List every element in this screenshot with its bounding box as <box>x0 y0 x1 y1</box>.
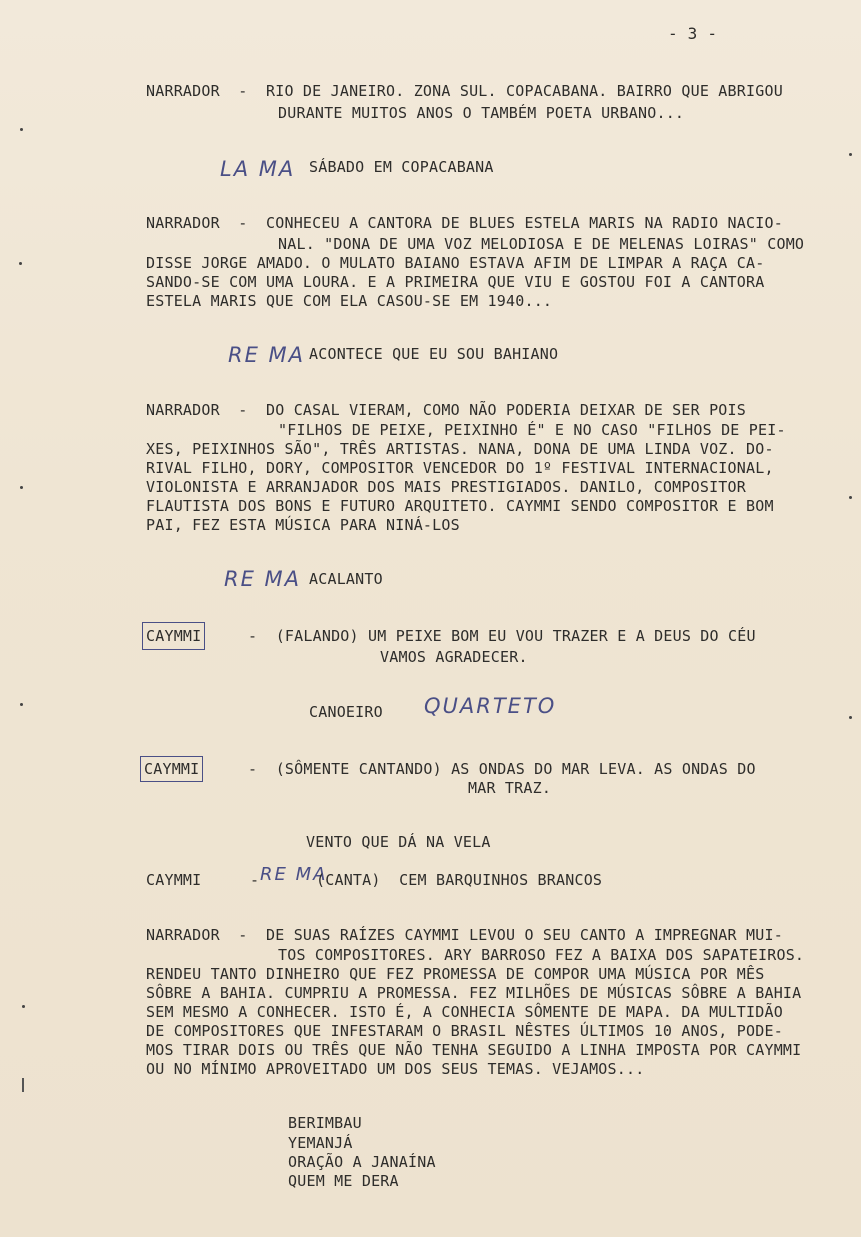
song-list-item: QUEM ME DERA <box>288 1172 399 1190</box>
text-line: FLAUTISTA DOS BONS E FUTURO ARQUITETO. CAYMMI SENDO COMPOSITOR E BOM <box>146 497 774 515</box>
text-line: DISSE JORGE AMADO. O MULATO BAIANO ESTAVA AFIM DE LIMPAR A RAÇA CA- <box>146 254 765 272</box>
text-line: NARRADOR - RIO DE JANEIRO. ZONA SUL. COPACABANA. BAIRRO QUE ABRIGOU <box>146 82 783 100</box>
text-line: NARRADOR - DO CASAL VIERAM, COMO NÃO PODERIA DEIXAR DE SER POIS <box>146 401 746 419</box>
margin-dot <box>19 262 22 265</box>
song-title: ACALANTO <box>309 570 383 588</box>
song-title: VENTO QUE DÁ NA VELA <box>306 833 491 851</box>
speaker-caymmi: CAYMMI <box>140 756 203 782</box>
margin-mark <box>22 1078 24 1092</box>
text-line: VIOLONISTA E ARRANJADOR DOS MAIS PRESTIGIADOS. DANILO, COMPOSITOR <box>146 478 746 496</box>
text-line: PAI, FEZ ESTA MÚSICA PARA NINÁ-LOS <box>146 516 460 534</box>
text-line: SANDO-SE COM UMA LOURA. E A PRIMEIRA QUE VIU E GOSTOU FOI A CANTORA <box>146 273 765 291</box>
text-line: NARRADOR - CONHECEU A CANTORA DE BLUES ESTELA MARIS NA RADIO NACIO- <box>146 214 783 232</box>
text-line: VAMOS AGRADECER. <box>380 648 528 666</box>
text-line: SEM MESMO A CONHECER. ISTO É, A CONHECIA SÔMENTE DE MAPA. DA MULTIDÃO <box>146 1003 783 1021</box>
song-title: (CANTA) CEM BARQUINHOS BRANCOS <box>316 871 603 889</box>
handwritten-note: RE MA <box>228 343 306 367</box>
speaker-caymmi: CAYMMI <box>142 622 205 650</box>
text-line: MOS TIRAR DOIS OU TRÊS QUE NÃO TENHA SEGUIDO A LINHA IMPOSTA POR CAYMMI <box>146 1041 802 1059</box>
text-line: ESTELA MARIS QUE COM ELA CASOU-SE EM 1940... <box>146 292 553 310</box>
text-line: - (FALANDO) UM PEIXE BOM EU VOU TRAZER E A DEUS DO CÉU <box>248 627 756 645</box>
speaker-caymmi: CAYMMI <box>146 871 202 889</box>
margin-dot <box>20 486 23 489</box>
text-line: DURANTE MUITOS ANOS O TAMBÉM POETA URBANO... <box>278 104 685 122</box>
text-line: NAL. "DONA DE UMA VOZ MELODIOSA E DE MELENAS LOIRAS" COMO <box>278 235 805 253</box>
margin-dot <box>20 128 23 131</box>
song-title: ACONTECE QUE EU SOU BAHIANO <box>309 345 559 363</box>
handwritten-note: LA MA <box>220 157 296 181</box>
song-title: SÁBADO EM COPACABANA <box>309 158 494 176</box>
margin-dot <box>20 703 23 706</box>
page-number: - 3 - <box>668 24 718 43</box>
song-list-item: BERIMBAU <box>288 1114 362 1132</box>
text-line: DE COMPOSITORES QUE INFESTARAM O BRASIL NÊSTES ÚLTIMOS 10 ANOS, PODE- <box>146 1022 783 1040</box>
song-list-item: ORAÇÃO A JANAÍNA <box>288 1153 436 1171</box>
margin-dot <box>849 716 852 719</box>
text-line: TOS COMPOSITORES. ARY BARROSO FEZ A BAIXA DOS SAPATEIROS. <box>278 946 805 964</box>
song-title: CANOEIRO <box>309 703 383 721</box>
margin-dot <box>22 1005 25 1008</box>
text-line: SÔBRE A BAHIA. CUMPRIU A PROMESSA. FEZ MILHÕES DE MÚSICAS SÔBRE A BAHIA <box>146 984 802 1002</box>
margin-dot <box>849 153 852 156</box>
handwritten-note: QUARTETO <box>424 694 557 718</box>
text-line: - (SÔMENTE CANTANDO) AS ONDAS DO MAR LEVA. AS ONDAS DO <box>248 760 756 778</box>
text-line: RENDEU TANTO DINHEIRO QUE FEZ PROMESSA DE COMPOR UMA MÚSICA POR MÊS <box>146 965 765 983</box>
dash: - <box>250 871 260 889</box>
song-list-item: YEMANJÁ <box>288 1134 353 1152</box>
text-line: MAR TRAZ. <box>468 779 552 797</box>
handwritten-note: RE MA <box>224 567 302 591</box>
text-line: NARRADOR - DE SUAS RAÍZES CAYMMI LEVOU O SEU CANTO A IMPREGNAR MUI- <box>146 926 783 944</box>
margin-dot <box>849 496 852 499</box>
text-line: RIVAL FILHO, DORY, COMPOSITOR VENCEDOR DO 1º FESTIVAL INTERNACIONAL, <box>146 459 774 477</box>
handwritten-note: RE MA <box>260 864 328 885</box>
text-line: "FILHOS DE PEIXE, PEIXINHO É" E NO CASO "FILHOS DE PEI- <box>278 421 786 439</box>
text-line: OU NO MÍNIMO APROVEITADO UM DOS SEUS TEMAS. VEJAMOS... <box>146 1060 645 1078</box>
text-line: XES, PEIXINHOS SÃO", TRÊS ARTISTAS. NANA, DONA DE UMA LINDA VOZ. DO- <box>146 440 774 458</box>
